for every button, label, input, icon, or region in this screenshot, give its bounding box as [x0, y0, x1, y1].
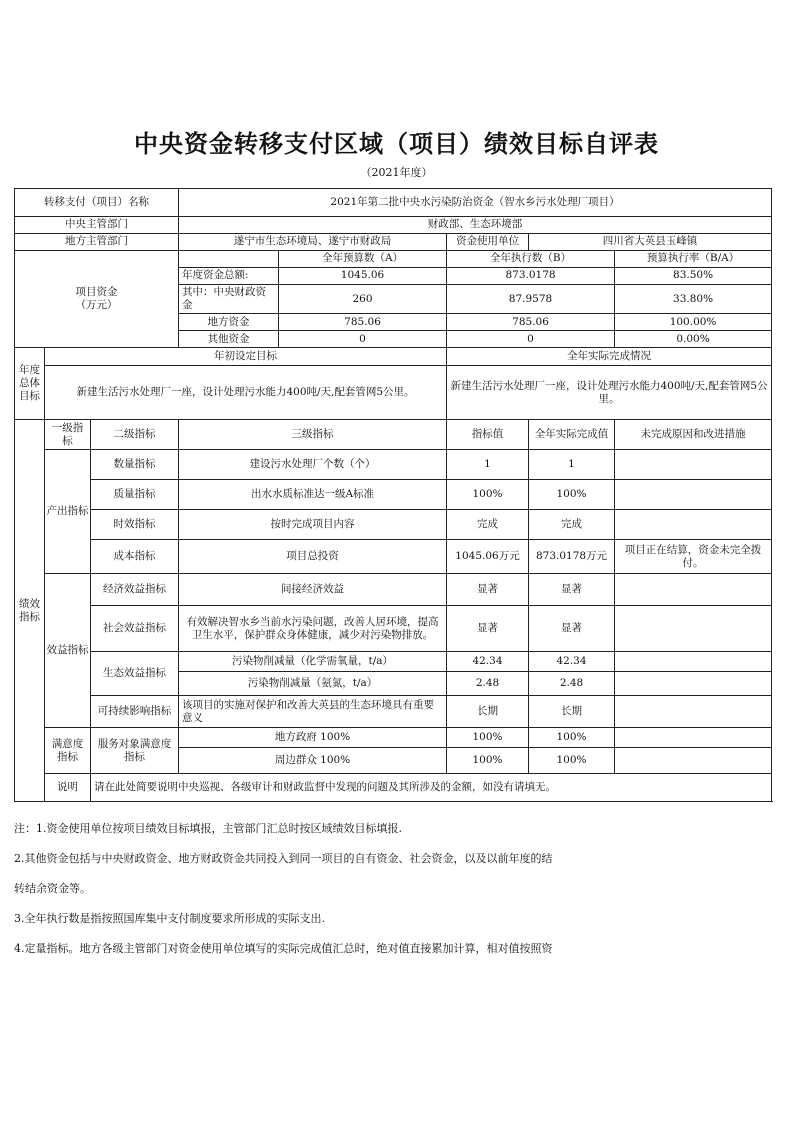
satisfaction-l3: 地方政府 100%	[179, 728, 447, 748]
output-target: 1045.06万元	[447, 540, 529, 574]
goals-content-row	[15, 366, 772, 420]
funds-header-a: 全年预算数（A）	[279, 251, 447, 268]
funds-row-a: 260	[279, 285, 447, 314]
funds-row-b: 0	[447, 331, 615, 348]
perf-header-l1: 一级指标	[45, 420, 91, 450]
benefit-eco-reason	[615, 652, 772, 672]
note-line: 转结余资金等。	[14, 882, 91, 895]
self-evaluation-table	[14, 188, 772, 802]
goals-planned-header: 年初设定目标	[45, 348, 447, 366]
perf-header-l2: 二级指标	[91, 420, 179, 450]
funds-row-a: 0	[279, 331, 447, 348]
remark-text: 请在此处简要说明中央巡视、各级审计和财政监督中发现的问题及其所涉及的金额，如没有请填无。	[91, 774, 772, 802]
benefit-social-reason	[615, 606, 772, 652]
benefit-economic-target: 显著	[447, 574, 529, 606]
benefit-eco-reason	[615, 672, 772, 696]
funds-row-b: 785.06	[447, 314, 615, 331]
funds-header-rate: 预算执行率（B/A）	[615, 251, 772, 268]
satisfaction-l2: 服务对象满意度指标	[91, 728, 179, 774]
output-row	[15, 480, 772, 510]
fund-unit-label: 资金使用单位	[447, 234, 529, 251]
perf-header-target: 指标值	[447, 420, 529, 450]
benefit-social-row	[15, 606, 772, 652]
project-name-row	[15, 189, 772, 217]
benefit-social-target: 显著	[447, 606, 529, 652]
output-reason	[615, 450, 772, 480]
project-name-label: 转移支付（项目）名称	[15, 189, 179, 217]
output-reason	[615, 510, 772, 540]
year-label: （2021年度）	[360, 166, 433, 179]
benefit-eco-l3: 污染物削减量（氨氮，t/a）	[179, 672, 447, 696]
funds-row-rate: 100.00%	[615, 314, 772, 331]
funds-row-rate: 33.80%	[615, 285, 772, 314]
benefit-sustain-target: 长期	[447, 696, 529, 728]
output-l2: 成本指标	[91, 540, 179, 574]
note-line: 4.定量指标。地方各级主管部门对资金使用单位填写的实际完成值汇总时，绝对值直接累加计算，相对值按照资	[14, 942, 553, 955]
output-target: 完成	[447, 510, 529, 540]
fund-unit-value: 四川省大英县玉峰镇	[529, 234, 772, 251]
funds-row-name: 其他资金	[179, 331, 279, 348]
satisfaction-row	[15, 728, 772, 748]
output-l2: 时效指标	[91, 510, 179, 540]
funds-label: 项目资金 （万元）	[15, 251, 179, 348]
output-l3: 按时完成项目内容	[179, 510, 447, 540]
satisfaction-actual: 100%	[529, 748, 615, 774]
funds-row-rate: 83.50%	[615, 268, 772, 285]
output-l3: 出水水质标准达一级A标准	[179, 480, 447, 510]
benefit-eco-actual: 42.34	[529, 652, 615, 672]
funds-row-a: 1045.06	[279, 268, 447, 285]
benefit-social-l3: 有效解决智水乡当前水污染问题，改善人居环境，提高卫生水平，保护群众身体健康，减少对污染物排放。	[179, 606, 447, 652]
funds-row-b: 87.9578	[447, 285, 615, 314]
benefit-economic-l3: 间接经济效益	[179, 574, 447, 606]
benefit-label: 效益指标	[45, 574, 91, 728]
satisfaction-reason	[615, 728, 772, 748]
output-target: 100%	[447, 480, 529, 510]
goals-label: 年度总体目标	[15, 348, 45, 420]
local-dept-label: 地方主管部门	[15, 234, 179, 251]
funds-row-name: 地方资金	[179, 314, 279, 331]
note-line: 3.全年执行数是指按照国库集中支付制度要求所形成的实际支出.	[14, 912, 325, 925]
satisfaction-l3: 周边群众 100%	[179, 748, 447, 774]
remark-label: 说明	[45, 774, 91, 802]
output-l2: 质量指标	[91, 480, 179, 510]
benefit-eco-row	[15, 652, 772, 672]
output-row	[15, 450, 772, 480]
goals-actual-header: 全年实际完成情况	[447, 348, 772, 366]
project-name-value: 2021年第二批中央水污染防治资金（智水乡污水处理厂项目）	[179, 189, 772, 217]
local-dept-value: 遂宁市生态环境局、遂宁市财政局	[179, 234, 447, 251]
output-actual: 873.0178万元	[529, 540, 615, 574]
satisfaction-target: 100%	[447, 748, 529, 774]
goals-header-row	[15, 348, 772, 366]
benefit-eco-l2: 生态效益指标	[91, 652, 179, 696]
central-dept-value: 财政部、生态环境部	[179, 217, 772, 234]
benefit-economic-l2: 经济效益指标	[91, 574, 179, 606]
output-row	[15, 540, 772, 574]
goals-actual-text: 新建生活污水处理厂一座，设计处理污水能力400吨/天,配套管网5公里。	[447, 366, 772, 420]
satisfaction-reason	[615, 748, 772, 774]
goals-planned-text: 新建生活污水处理厂一座，设计处理污水能力400吨/天,配套管网5公里。	[45, 366, 447, 420]
note-line: 注：1.资金使用单位按项目绩效目标填报，主管部门汇总时按区域绩效目标填报.	[14, 822, 402, 835]
benefit-eco-target: 42.34	[447, 652, 529, 672]
perf-header-l3: 三级指标	[179, 420, 447, 450]
output-row	[15, 510, 772, 540]
output-target: 1	[447, 450, 529, 480]
benefit-sustain-actual: 长期	[529, 696, 615, 728]
benefit-eco-l3: 污染物削减量（化学需氧量，t/a）	[179, 652, 447, 672]
note-line: 2.其他资金包括与中央财政资金、地方财政资金共同投入到同一项目的自有资金、社会资金，以及以前年度的结	[14, 852, 553, 865]
perf-header-reason: 未完成原因和改进措施	[615, 420, 772, 450]
benefit-eco-actual: 2.48	[529, 672, 615, 696]
output-reason	[615, 480, 772, 510]
benefit-sustain-row	[15, 696, 772, 728]
remark-row	[15, 774, 772, 802]
funds-header-b: 全年执行数（B）	[447, 251, 615, 268]
satisfaction-label: 满意度指标	[45, 728, 91, 774]
funds-row-b: 873.0178	[447, 268, 615, 285]
output-actual: 完成	[529, 510, 615, 540]
perf-label: 绩效指标	[15, 420, 45, 802]
output-l2: 数量指标	[91, 450, 179, 480]
output-actual: 100%	[529, 480, 615, 510]
local-dept-row	[15, 234, 772, 251]
funds-blank-header	[179, 251, 279, 268]
output-l3: 建设污水处理厂个数（个）	[179, 450, 447, 480]
benefit-social-l2: 社会效益指标	[91, 606, 179, 652]
benefit-economic-reason	[615, 574, 772, 606]
output-reason: 项目正在结算，资金未完全拨付。	[615, 540, 772, 574]
satisfaction-actual: 100%	[529, 728, 615, 748]
benefit-sustain-reason	[615, 696, 772, 728]
benefit-sustain-l3: 该项目的实施对保护和改善大英县的生态环境具有重要意义	[179, 696, 447, 728]
perf-header-actual: 全年实际完成值	[529, 420, 615, 450]
benefit-eco-target: 2.48	[447, 672, 529, 696]
benefit-sustain-l2: 可持续影响指标	[91, 696, 179, 728]
funds-row-a: 785.06	[279, 314, 447, 331]
benefit-economic-actual: 显著	[529, 574, 615, 606]
benefit-social-actual: 显著	[529, 606, 615, 652]
central-dept-row	[15, 217, 772, 234]
perf-header-row	[15, 420, 772, 450]
output-l3: 项目总投资	[179, 540, 447, 574]
output-actual: 1	[529, 450, 615, 480]
funds-row-name: 其中：中央财政资金	[179, 285, 279, 314]
page-title: 中央资金转移支付区域（项目）绩效目标自评表	[134, 130, 659, 158]
output-label: 产出指标	[45, 450, 91, 574]
funds-header-row	[15, 251, 772, 268]
funds-row-rate: 0.00%	[615, 331, 772, 348]
satisfaction-target: 100%	[447, 728, 529, 748]
central-dept-label: 中央主管部门	[15, 217, 179, 234]
benefit-economic-row	[15, 574, 772, 606]
funds-row-name: 年度资金总额:	[179, 268, 279, 285]
